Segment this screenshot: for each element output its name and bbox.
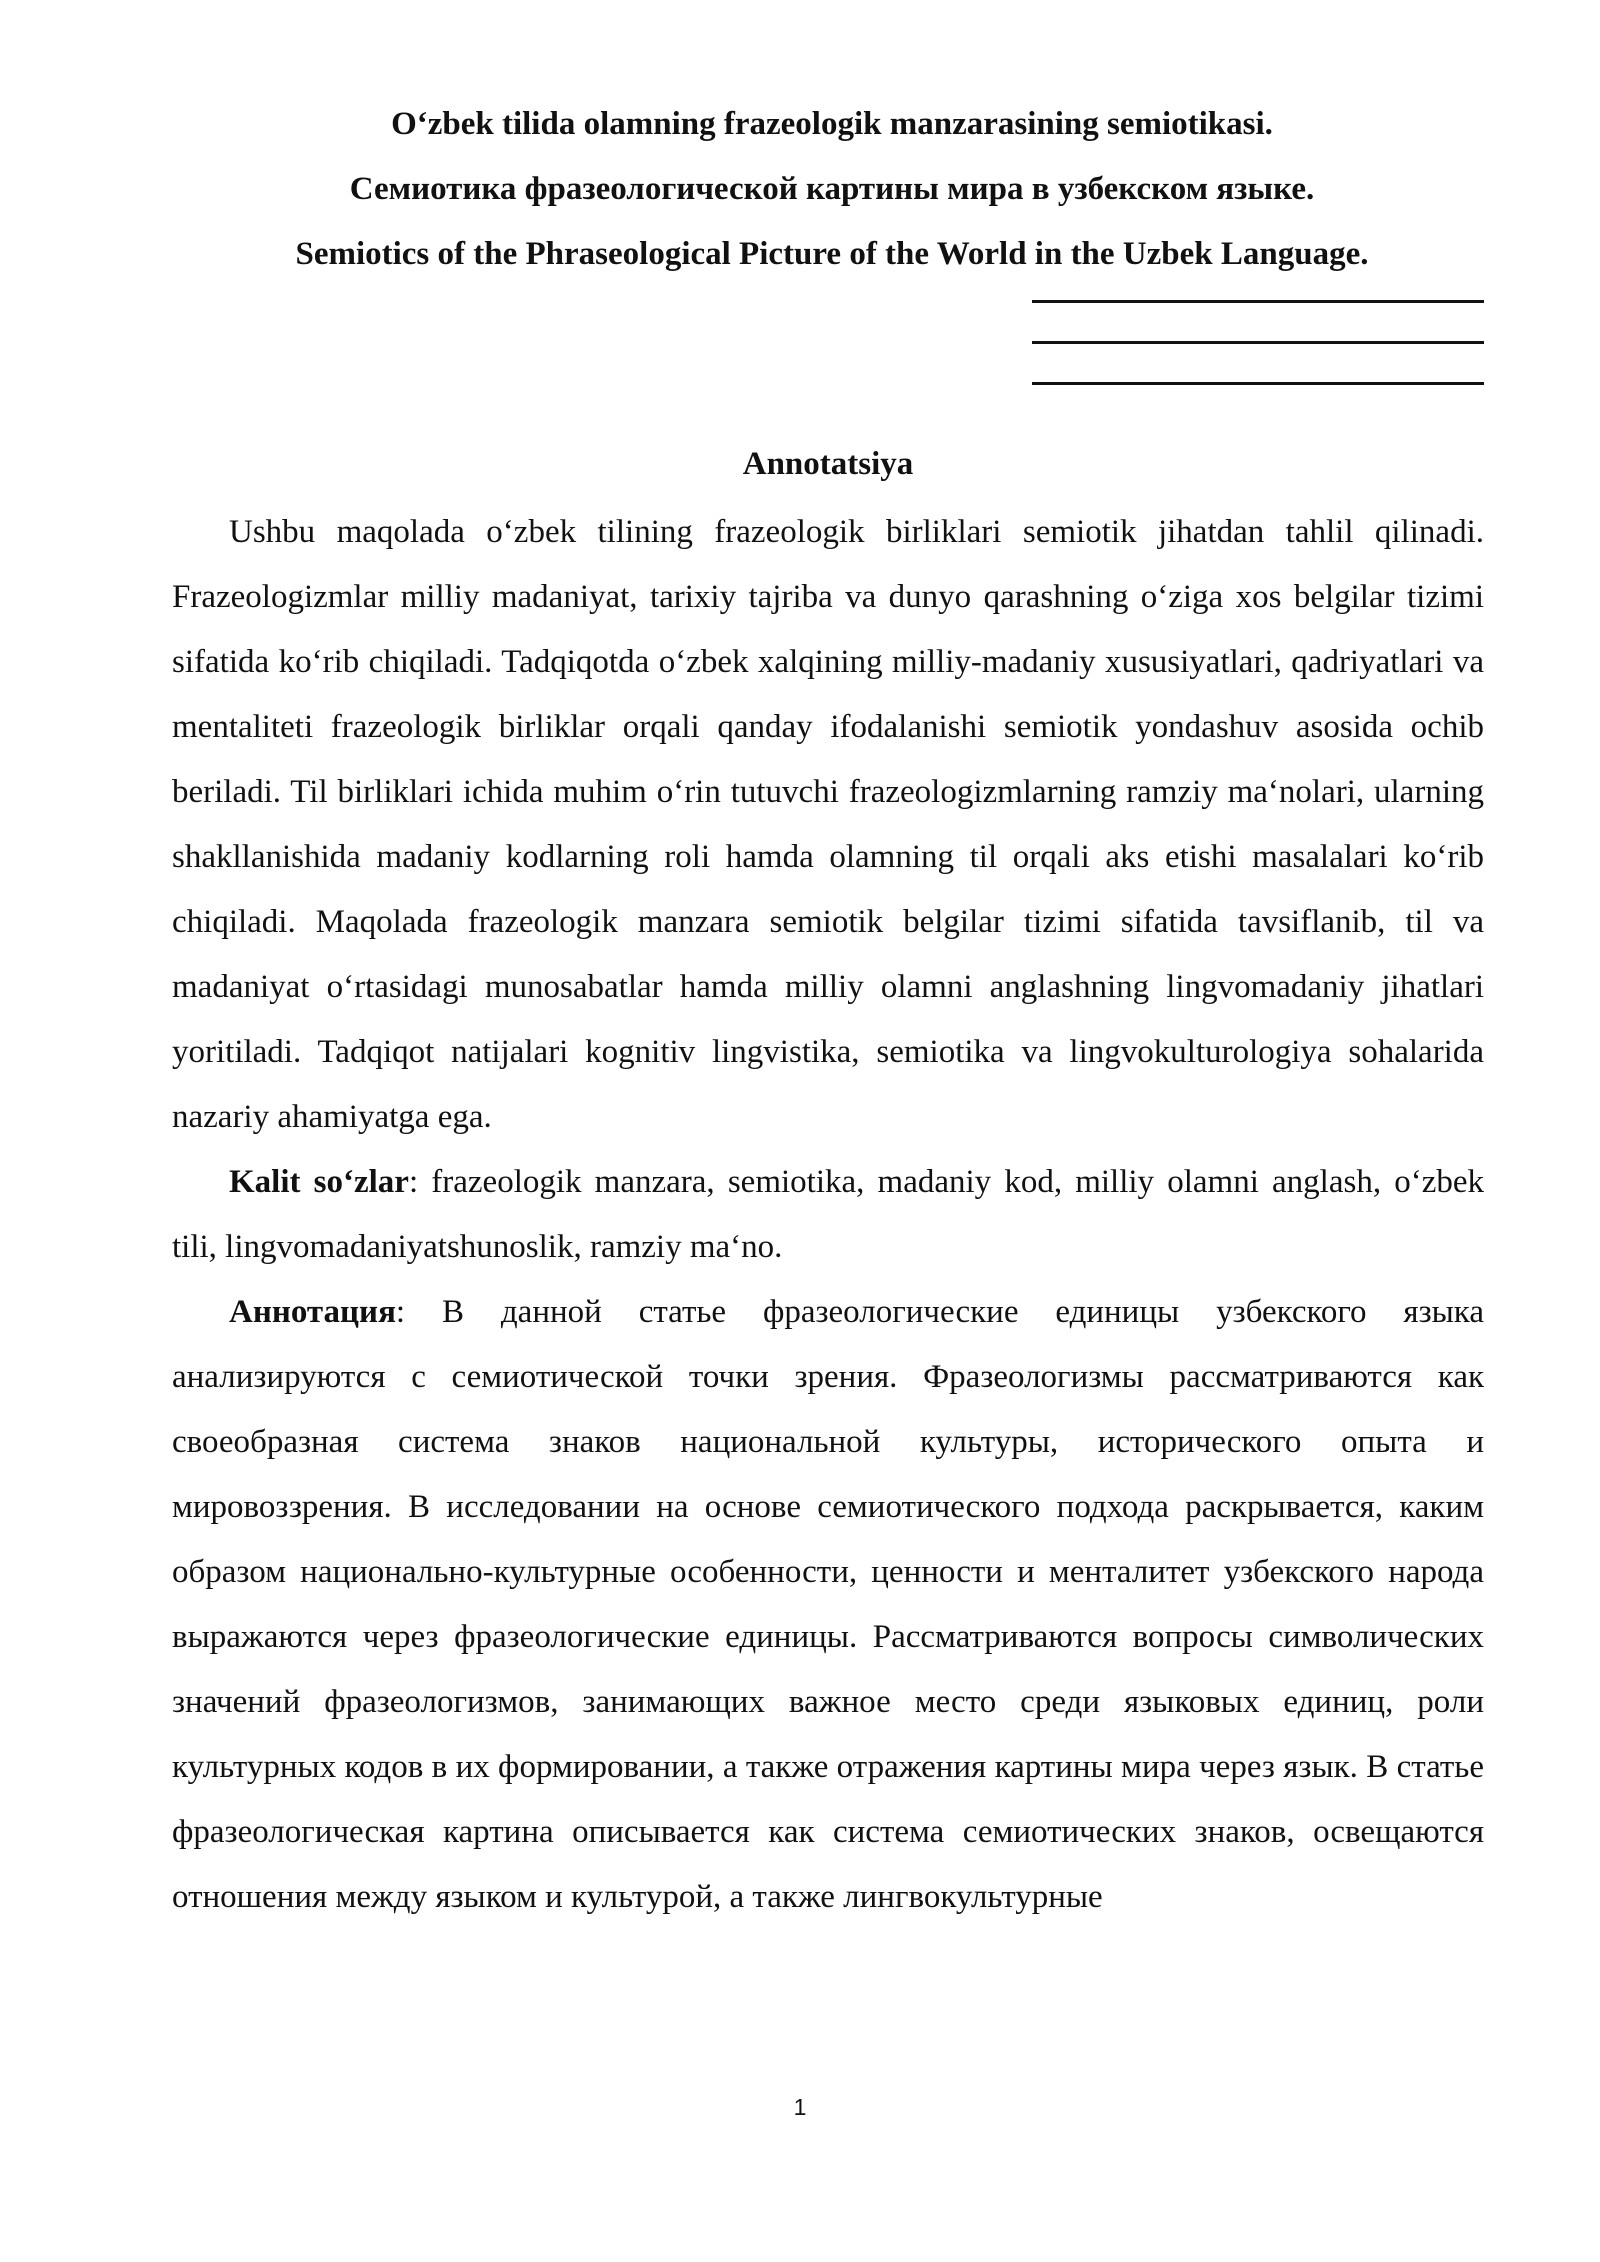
keywords-text: : frazeologik manzara, semiotika, madaniy kod, milliy olamni anglash, o‘zbek tili, lingvomadaniyatshunoslik, ramziy ma‘no.: [172, 1164, 1484, 1265]
author-blank-lines: [1032, 300, 1484, 423]
title-uzbek: O‘zbek tilida olamning frazeologik manzarasining semiotikasi.: [391, 106, 1273, 142]
document-body: [172, 500, 1484, 1930]
author-line-3: [1032, 382, 1484, 385]
title-block: [172, 92, 1492, 287]
title-english: Semiotics of the Phraseological Picture of the World in the Uzbek Language.: [295, 236, 1369, 272]
abstract-russian-text: : В данной статье фразеологические единицы узбекского языка анализируются с семиотической точки зрения. Фразеологизмы рассматриваются как своеобразная система знаков национальной культуры, исторического опыта и мировоззрения. В исследовании на основе семиотического подхода раскрывается, каким образом национально-культурные особенности, ценности и менталитет узбекского народа выражаются через фразеологические единицы. Рассматриваются вопросы символических значений фразеологизмов, занимающих важное место среди языковых единиц, роли культурных кодов в их формировании, а также отражения картины мира через язык. В статье фразеологическая картина описывается как система семиотических знаков, освещаются отношения между языком и культурой, а также лингвокультурные: [172, 1294, 1484, 1915]
page-number: 1: [793, 2094, 807, 2120]
author-line-2: [1032, 341, 1484, 344]
keywords-paragraph: [172, 1150, 1484, 1280]
abstract-russian-paragraph: [172, 1280, 1484, 1930]
abstract-uzbek-paragraph: Ushbu maqolada o‘zbek tilining frazeologik birliklari semiotik jihatdan tahlil qilinadi. Frazeologizmlar milliy madaniyat, tarixiy tajriba va dunyo qarashning o‘ziga xos belgilar tizimi sifatida ko‘rib chiqiladi. Tadqiqotda o‘zbek xalqining milliy-madaniy xususiyatlari, qadriyatlari va mentaliteti frazeologik birliklar orqali qanday ifodalanishi semiotik yondashuv asosida ochib beriladi. Til birliklari ichida muhim o‘rin tutuvchi frazeologizmlarning ramziy ma‘nolari, ularning shakllanishida madaniy kodlarning roli hamda olamning til orqali aks etishi masalalari ko‘rib chiqiladi. Maqolada frazeologik manzara semiotik belgilar tizimi sifatida tavsiflanib, til va madaniyat o‘rtasidagi munosabatlar hamda milliy olamni anglashning lingvomadaniy jihatlari yoritiladi. Tadqiqot natijalari kognitiv lingvistika, semiotika va lingvokulturologiya sohalarida nazariy ahamiyatga ega.: [172, 514, 1484, 1135]
author-line-1: [1032, 300, 1484, 303]
abstract-russian-label: Аннотация: [229, 1294, 396, 1330]
title-russian: Семиотика фразеологической картины мира в узбекском языке.: [349, 171, 1315, 207]
abstract-heading: Annotatsiya: [742, 446, 914, 482]
keywords-label: Kalit so‘zlar: [229, 1164, 409, 1200]
